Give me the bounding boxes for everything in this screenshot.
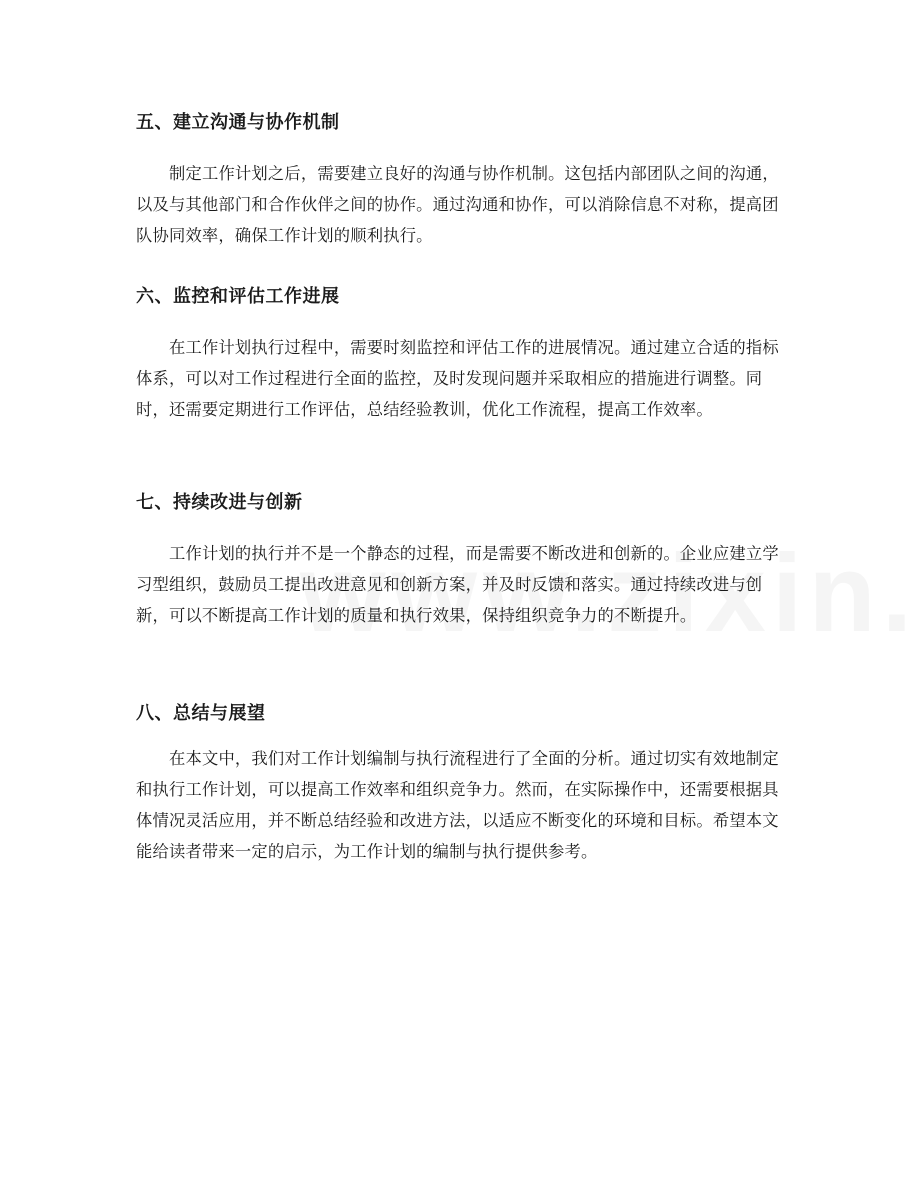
section-heading-7: 七、持续改进与创新 <box>136 492 303 513</box>
section-heading-5: 五、建立沟通与协作机制 <box>136 112 340 133</box>
section-heading-6: 六、监控和评估工作进展 <box>136 286 340 307</box>
section-body-5: 制定工作计划之后，需要建立良好的沟通与协作机制。这包括内部团队之间的沟通，以及与其他部门和合作伙伴之间的协作。通过沟通和协作，可以消除信息不对称，提高团队协同效率，确保工作计划的顺利执行。 <box>136 164 779 245</box>
section-heading-8: 八、总结与展望 <box>136 703 266 724</box>
section-body-8: 在本文中，我们对工作计划编制与执行流程进行了全面的分析。通过切实有效地制定和执行工作计划，可以提高工作效率和组织竞争力。然而，在实际操作中，还需要根据具体情况灵活应用，并不断总结经验和改进方法，以适应不断变化的环境和目标。希望本文能给读者带来一定的启示，为工作计划的编制与执行提供参考。 <box>136 749 779 861</box>
section-body-7: 工作计划的执行并不是一个静态的过程，而是需要不断改进和创新的。企业应建立学习型组织，鼓励员工提出改进意见和创新方案，并及时反馈和落实。通过持续改进与创新，可以不断提高工作计划的质量和执行效果，保持组织竞争力的不断提升。 <box>136 544 779 625</box>
section-body-6: 在工作计划执行过程中，需要时刻监控和评估工作的进展情况。通过建立合适的指标体系，可以对工作过程进行全面的监控，及时发现问题并采取相应的措施进行调整。同时，还需要定期进行工作评估，总结经验教训，优化工作流程，提高工作效率。 <box>136 338 779 419</box>
